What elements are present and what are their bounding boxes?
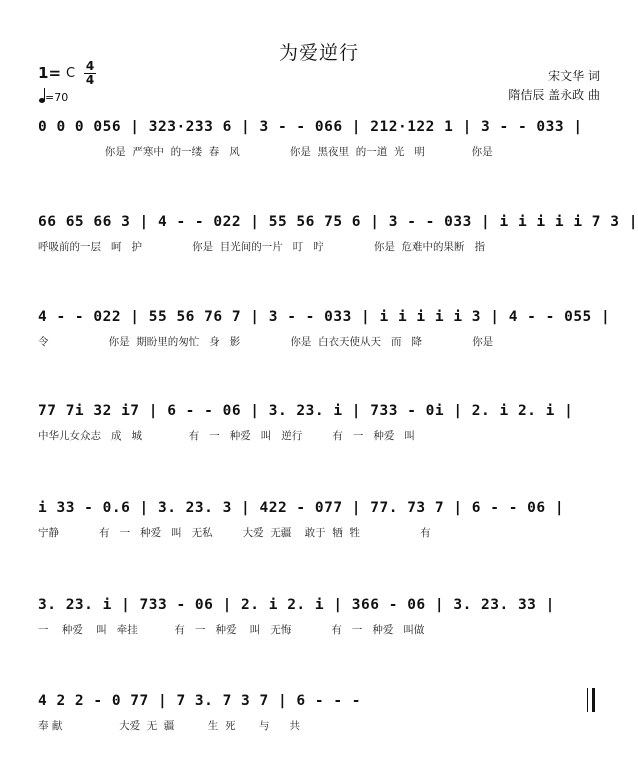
meter-top: 4 xyxy=(85,59,95,73)
lyrics-line: 令 你是 期盼里的匆忙 身 影 你是 白衣天使从天 而 降 你是 xyxy=(38,336,494,348)
score-row-2 xyxy=(38,211,638,271)
score-row-4 xyxy=(38,400,600,460)
score-row-6 xyxy=(38,594,600,654)
key-signature xyxy=(38,60,118,108)
score-row-3 xyxy=(38,306,611,366)
lyrics-line: 奉 献 大爱 无 疆 生 死 与 共 xyxy=(38,720,300,732)
notation-line: 66 65 66 3 | 4 - - 022 | 55 56 75 6 | 3 - - 033 | i i i i i 7 3 | xyxy=(38,214,638,230)
score-row-1 xyxy=(38,116,600,176)
notation-line: 0 0 0 056 | 323·233 6 | 3 - - 066 | 212·122 1 | 3 - - 033 | xyxy=(38,119,583,135)
final-barline xyxy=(587,688,595,712)
tempo-value: =70 xyxy=(45,91,69,104)
notation-line: 3. 23. i | 733 - 06 | 2. i 2. i | 366 - 06 | 3. 23. 33 | xyxy=(38,597,555,613)
notation-line: 4 2 2 - 0 77 | 7 3. 7 3 7 | 6 - - - xyxy=(38,693,362,709)
lyrics-line: 呼吸前的一层 呵 护 你是 目光间的一片 叮 咛 你是 危难中的果断 指 xyxy=(38,241,486,253)
notation-line: 77 7i 32 i7 | 6 - - 06 | 3. 23. i | 733 - 0i | 2. i 2. i | xyxy=(38,403,574,419)
lyrics-line: 宁静 有 一 种爱 叫 无私 大爱 无疆 敢于 牺 牲 有 xyxy=(38,527,431,539)
notation-line: i 33 - 0.6 | 3. 23. 3 | 422 - 077 | 77. 73 7 | 6 - - 06 | xyxy=(38,500,565,516)
lyricist-credit: 宋文华 词 xyxy=(548,69,600,83)
time-signature xyxy=(83,60,97,87)
song-title: 为爱逆行 xyxy=(278,42,359,64)
notation-line: 4 - - 022 | 55 56 76 7 | 3 - - 033 | i i i i i 3 | 4 - - 055 | xyxy=(38,309,611,325)
tempo-marking xyxy=(39,88,68,104)
key-letter: C xyxy=(66,66,76,81)
meter-bottom: 4 xyxy=(85,73,95,87)
lyrics-line: 中华儿女众志 成 城 有 一 种爱 叫 逆行 有 一 种爱 叫 xyxy=(38,430,415,442)
composer-credit: 隋佶辰 盖永政 曲 xyxy=(508,88,600,102)
lyrics-line: 你是 严寒中 的一缕 春 风 你是 黑夜里 的一道 光 明 你是 xyxy=(38,146,493,158)
score-row-7 xyxy=(38,690,600,750)
key-number: 1= xyxy=(38,64,62,82)
score-row-5 xyxy=(38,497,600,557)
credits xyxy=(508,67,600,105)
lyrics-line: 一 种爱 叫 牵挂 有 一 种爱 叫 无悔 有 一 种爱 叫做 xyxy=(38,624,425,636)
